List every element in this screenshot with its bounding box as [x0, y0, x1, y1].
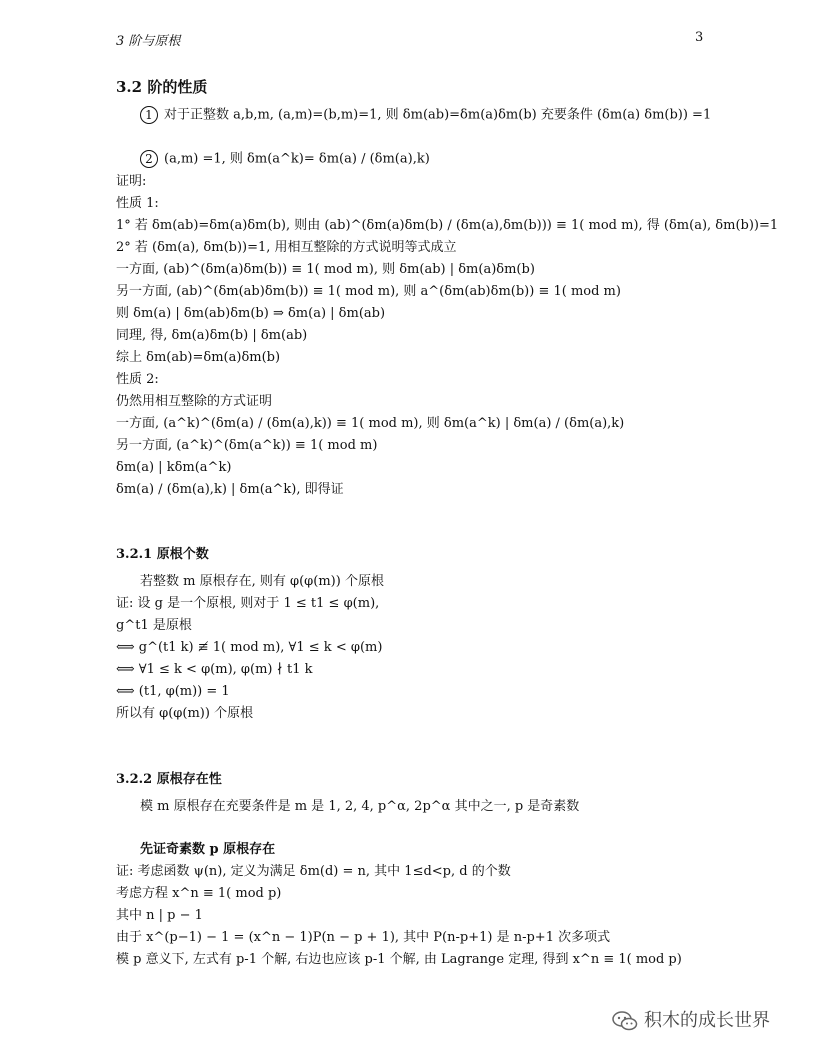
page-number: 3: [695, 30, 704, 45]
subsection-line: 所以有 φ(φ(m)) 个原根: [116, 706, 254, 721]
subsection-line: 若整数 m 原根存在, 则有 φ(φ(m)) 个原根: [140, 574, 384, 589]
proof-line: 仍然用相互整除的方式证明: [116, 394, 273, 409]
watermark: [612, 1006, 770, 1032]
section-title: 3.2 阶的性质: [116, 78, 208, 96]
subsection-line: g^t1 是原根: [116, 618, 192, 633]
property-2: [140, 150, 430, 168]
proof-line: 证明:: [116, 174, 147, 189]
subsection-line: 模 m 原根存在充要条件是 m 是 1, 2, 4, p^α, 2p^α 其中之一, p 是奇素数: [140, 799, 580, 814]
proof-line: 1° 若 δm(ab)=δm(a)δm(b), 则由 (ab)^(δm(a)δm(b) / (δm(a),δm(b))) ≡ 1( mod m), 得 (δm(a), δm(b))=1: [116, 218, 779, 233]
proof-line: 性质 2:: [116, 372, 159, 387]
circled-number: 1: [140, 106, 158, 124]
proof-line: 一方面, (a^k)^(δm(a) / (δm(a),k)) ≡ 1( mod m), 则 δm(a^k) | δm(a) / (δm(a),k): [116, 416, 625, 431]
property-1-text: 对于正整数 a,b,m, (a,m)=(b,m)=1, 则 δm(ab)=δm(a)δm(b) 充要条件 (δm(a) δm(b)) =1: [164, 107, 712, 123]
proof-line: δm(a) / (δm(a),k) | δm(a^k), 即得证: [116, 482, 344, 497]
subsection-line: 证: 设 g 是一个原根, 则对于 1 ≤ t1 ≤ φ(m),: [116, 596, 380, 611]
proof-line: 另一方面, (ab)^(δm(ab)δm(b)) ≡ 1( mod m), 则 a^(δm(ab)δm(b)) ≡ 1( mod m): [116, 284, 621, 299]
proof-line: 综上 δm(ab)=δm(a)δm(b): [116, 350, 281, 365]
proof-line: 一方面, (ab)^(δm(a)δm(b)) ≡ 1( mod m), 则 δm(ab) | δm(a)δm(b): [116, 262, 535, 277]
subsection-line: 模 p 意义下, 左式有 p-1 个解, 右边也应该 p-1 个解, 由 Lagrange 定理, 得到 x^n ≡ 1( mod p): [116, 952, 682, 967]
subsection-line: 证: 考虑函数 ψ(n), 定义为满足 δm(d) = n, 其中 1≤d<p, d 的个数: [116, 864, 511, 879]
proof-line: δm(a) | kδm(a^k): [116, 460, 232, 475]
property-1: [140, 106, 711, 124]
subsection-title-existence: 3.2.2 原根存在性: [116, 772, 222, 787]
subsection-line: 由于 x^(p−1) − 1 = (x^n − 1)P(n − p + 1), 其中 P(n-p+1) 是 n-p+1 次多项式: [116, 930, 611, 945]
subsection-line: ⟺ (t1, φ(m)) = 1: [116, 684, 230, 699]
wechat-icon: [612, 1010, 638, 1032]
property-2-text: (a,m) =1, 则 δm(a^k)= δm(a) / (δm(a),k): [164, 151, 430, 167]
watermark-text: 积木的成长世界: [644, 1010, 770, 1031]
running-header-chapter: 3 阶与原根: [116, 34, 181, 49]
proof-line: 2° 若 (δm(a), δm(b))=1, 用相互整除的方式说明等式成立: [116, 240, 457, 255]
subsection-heading: 先证奇素数 p 原根存在: [140, 842, 276, 857]
proof-line: 则 δm(a) | δm(ab)δm(b) ⇒ δm(a) | δm(ab): [116, 306, 386, 321]
subsection-line: 考虑方程 x^n ≡ 1( mod p): [116, 886, 282, 901]
circled-number: 2: [140, 150, 158, 168]
proof-line: 性质 1:: [116, 196, 159, 211]
subsection-line: ⟺ ∀1 ≤ k < φ(m), φ(m) ∤ t1 k: [116, 662, 313, 677]
subsection-title-count: 3.2.1 原根个数: [116, 547, 209, 562]
subsection-line: 其中 n | p − 1: [116, 908, 203, 923]
proof-line: 同理, 得, δm(a)δm(b) | δm(ab): [116, 328, 308, 343]
subsection-line: ⟺ g^(t1 k) ≢ 1( mod m), ∀1 ≤ k < φ(m): [116, 640, 383, 655]
proof-line: 另一方面, (a^k)^(δm(a^k)) ≡ 1( mod m): [116, 438, 378, 453]
